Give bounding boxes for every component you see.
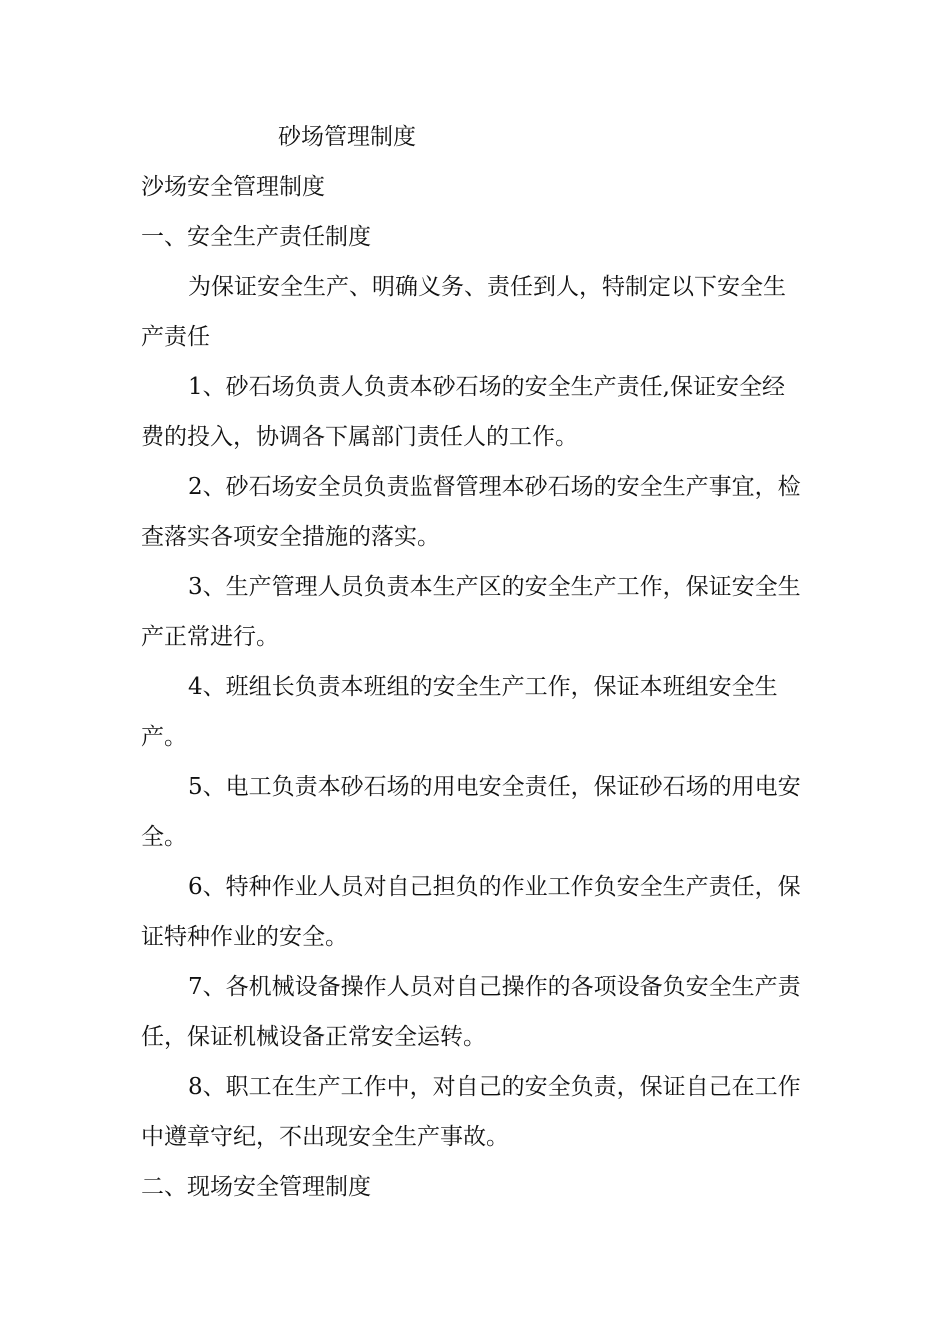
paragraph-first-line: 4、班组长负责本班组的安全生产工作，保证本班组安全生 [188,674,778,700]
paragraph-first-line: 为保证安全生产、明确义务、责任到人，特制定以下安全生 [188,274,786,300]
paragraph-first-line: 7、各机械设备操作人员对自己操作的各项设备负安全生产责 [188,974,801,1000]
section-heading-2: 二、现场安全管理制度 [141,1174,371,1200]
paragraph-continuation-line: 产正常进行。 [141,624,279,650]
paragraph-first-line: 5、电工负责本砂石场的用电安全责任，保证砂石场的用电安 [188,774,801,800]
document-title: 砂场管理制度 [278,124,416,150]
paragraph-continuation-line: 任，保证机械设备正常安全运转。 [141,1024,486,1050]
paragraph-first-line: 3、生产管理人员负责本生产区的安全生产工作，保证安全生 [188,574,801,600]
paragraph-first-line: 1、砂石场负责人负责本砂石场的安全生产责任,保证安全经 [188,374,785,400]
paragraph-continuation-line: 全。 [141,824,187,850]
document-subtitle: 沙场安全管理制度 [141,174,325,200]
paragraph-first-line: 6、特种作业人员对自己担负的作业工作负安全生产责任，保 [188,874,801,900]
document-body [141,112,823,1212]
paragraph-first-line: 8、职工在生产工作中，对自己的安全负责，保证自己在工作 [188,1074,801,1100]
paragraph-first-line: 2、砂石场安全员负责监督管理本砂石场的安全生产事宜，检 [188,474,801,500]
paragraph [141,562,823,662]
section-heading-1: 一、安全生产责任制度 [141,224,371,250]
paragraph-continuation-line: 产。 [141,724,187,750]
paragraph-continuation-line: 证特种作业的安全。 [141,924,348,950]
paragraph-continuation-line: 费的投入，协调各下属部门责任人的工作。 [141,424,578,450]
paragraph [141,662,823,762]
paragraph [141,462,823,562]
paragraph [141,362,823,462]
paragraph [141,862,823,962]
paragraph-continuation-line: 查落实各项安全措施的落实。 [141,524,440,550]
paragraph [141,1062,823,1162]
paragraph [141,262,823,362]
paragraph [141,962,823,1062]
paragraph-continuation-line: 产责任 [141,324,210,350]
paragraph [141,762,823,862]
paragraph-continuation-line: 中遵章守纪，不出现安全生产事故。 [141,1124,509,1150]
